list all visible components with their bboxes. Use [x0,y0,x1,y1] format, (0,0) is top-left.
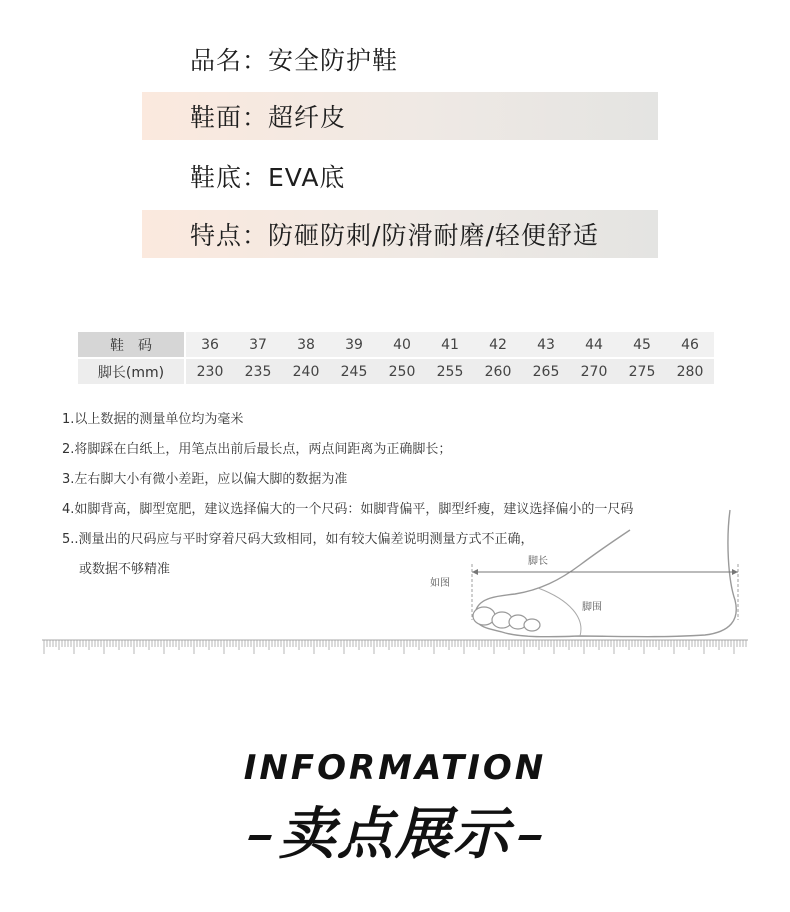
size-cell: 46 [666,332,714,357]
dash-left [248,835,272,840]
length-cell: 230 [186,359,234,384]
length-cell: 250 [378,359,426,384]
note-item: 4.如脚背高，脚型宽肥，建议选择偏大的一个尺码：如脚背偏平，脚型纤瘦，建议选择偏小的一尺码 [62,502,634,517]
label-foot-girth: 脚围 [582,602,602,613]
size-cell: 45 [618,332,666,357]
size-row-header: 鞋 码 [78,332,186,357]
size-cell: 37 [234,332,282,357]
size-cell: 36 [186,332,234,357]
spec-value: 超纤皮 [268,103,347,132]
note-item: 5..测量出的尺码应与平时穿着尺码大致相同，如有较大偏差说明测量方式不正确， [62,532,534,547]
size-table [78,330,714,386]
spec-row-upper [142,92,658,140]
length-cell: 245 [330,359,378,384]
info-heading-chinese [0,790,790,870]
size-cell: 43 [522,332,570,357]
spec-value: 安全防护鞋 [268,46,399,75]
length-cell: 280 [666,359,714,384]
length-cell: 240 [282,359,330,384]
measurement-notes [62,405,633,585]
spec-label: 鞋面： [190,103,269,132]
spec-label: 特点： [190,221,269,250]
size-cell: 38 [282,332,330,357]
size-cell: 41 [426,332,474,357]
info-heading-english: INFORMATION [243,748,547,788]
note-item: 1.以上数据的测量单位均为毫米 [62,412,244,427]
spec-value: EVA底 [268,163,346,192]
spec-label: 品名： [190,46,269,75]
length-cell: 260 [474,359,522,384]
spec-row-sole [142,152,658,200]
spec-label: 鞋底： [190,163,269,192]
ruler [42,640,748,654]
spec-value: 防砸防刺/防滑耐磨/轻便舒适 [268,221,599,250]
label-foot-length: 脚长 [528,556,548,567]
info-heading-chinese-text: 卖点展示 [279,802,511,867]
note-item: 或数据不够精准 [79,562,171,577]
length-row-header: 脚长(mm) [78,359,186,384]
length-cell: 265 [522,359,570,384]
size-row [78,332,714,357]
size-cell: 40 [378,332,426,357]
length-cell: 275 [618,359,666,384]
size-cell: 44 [570,332,618,357]
size-cell: 39 [330,332,378,357]
length-cell: 235 [234,359,282,384]
dash-right [518,835,542,840]
label-example: 如图 [430,578,450,589]
spec-row-features [142,210,658,258]
size-cell: 42 [474,332,522,357]
length-row [78,359,714,384]
note-item: 2.将脚踩在白纸上，用笔点出前后最长点，两点间距离为正确脚长； [62,442,452,457]
spec-row-name [142,35,658,83]
length-cell: 255 [426,359,474,384]
note-item: 3.左右脚大小有微小差距，应以偏大脚的数据为准 [62,472,348,487]
length-cell: 270 [570,359,618,384]
